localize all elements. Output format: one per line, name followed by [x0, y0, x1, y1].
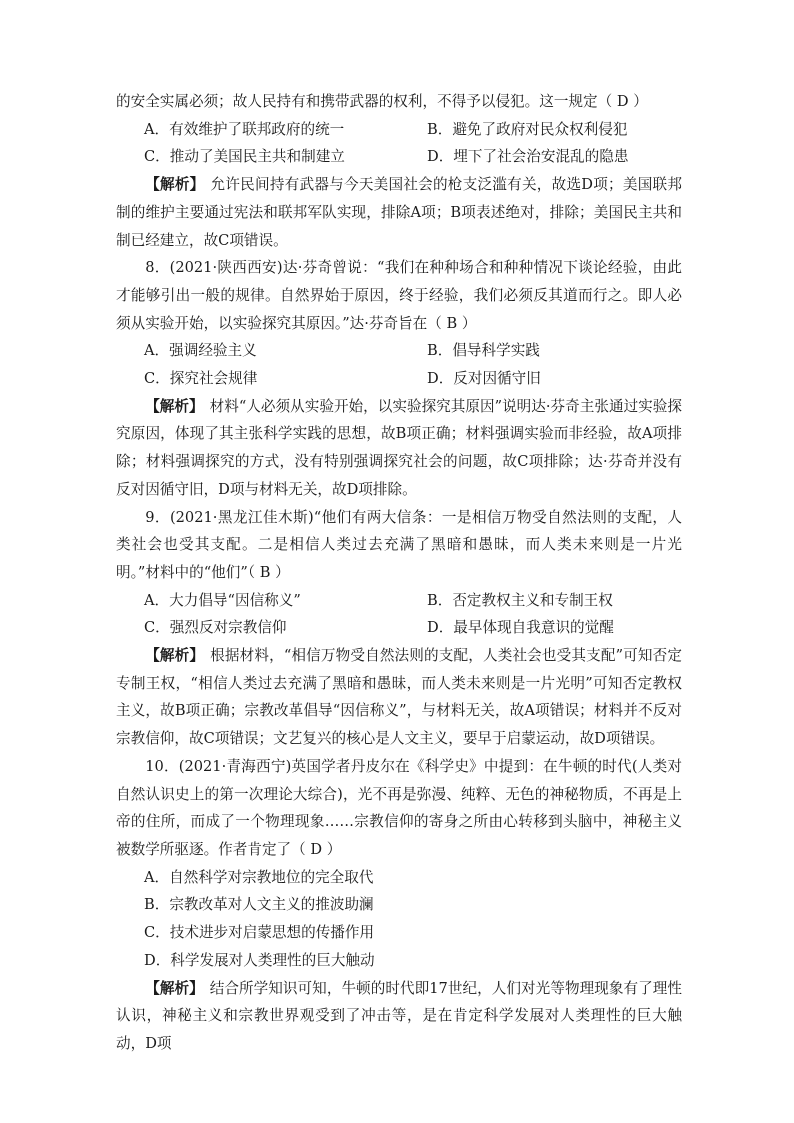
- question-7-option-d: D．埋下了社会治安混乱的隐患: [427, 148, 629, 166]
- question-7-stem-text: 的安全实属必须；故人民持有和携带武器的权利，不得予以侵犯。这一规定（: [116, 93, 613, 110]
- question-8-stem-text: 8．(2021·陕西西安)达·芬奇曾说：“我们在种种场合和种种情况下谈论经验，由此才能够引出一般的规律。自然界始于原因，终于经验，我们必须反其道而行之。即人必须从实验开始，以实验探究其原因。”达·芬奇旨在（: [116, 259, 682, 332]
- question-8-analysis-text: 材料“人必须从实验开始，以实验探究其原因”说明达·芬奇主张通过实验探究原因，体现了其主张科学实践的思想，故B项正确；材料强调实验而非经验，故A项排除；材料强调探究的方式，没有特别强调探究社会的问题，故C项排除；达·芬奇并没有反对因循守旧，D项与材料无关，故D项排除。: [116, 397, 682, 498]
- question-7-options-row-1: [116, 116, 682, 144]
- question-7-answer: D: [616, 93, 629, 110]
- question-10-stem: 10．(2021·青海西宁)英国学者丹皮尔在《科学史》中提到：在牛顿的时代(人类对自然认识史上的第一次理论大综合)，光不再是弥漫、纯粹、无色的神秘物质，不再是上帝的住所，而成了一个物理现象……宗教信仰的寄身之所由心转移到头脑中，神秘主义被数学所驱逐。作者肯定了（ D ）: [116, 757, 682, 858]
- question-9-analysis-text: 根据材料，“相信万物受自然法则的支配，人类社会也受其支配”可知否定专制王权，“相信人类过去充满了黑暗和愚昧，而人类未来则是一片光明”可知否定教权主义，故B项正确；宗教改革倡导“因信称义”，与材料无关，故A项错误；材料并不反对宗教信仰，故C项错误；文艺复兴的核心是人文主义，要早于启蒙运动，故D项错误。: [116, 647, 682, 748]
- question-8-stem: 8．(2021·陕西西安)达·芬奇曾说：“我们在种种场合和种种情况下谈论经验，由此才能够引出一般的规律。自然界始于原因，终于经验，我们必须反其道而行之。即人必须从实验开始，以实验探究其原因。”达·芬奇旨在（ B ）: [116, 259, 682, 332]
- question-9-option-c: C．强烈反对宗教信仰: [144, 619, 287, 637]
- question-9-answer: B: [259, 563, 271, 581]
- analysis-tag: 【解析】: [145, 397, 204, 415]
- question-8-answer: B: [446, 314, 458, 332]
- question-7-analysis-text: 允许民间持有武器与今天美国社会的枪支泛滥有关，故选D项；美国联邦制的维护主要通过宪法和联邦军队实现，排除A项；B项表述绝对，排除；美国民主共和制已经建立，故C项错误。: [116, 176, 682, 249]
- question-7-option-b: B．避免了政府对民众权利侵犯: [427, 120, 628, 138]
- question-9-options-row-1: [116, 587, 682, 615]
- question-9-stem-text: 9．(2021·黑龙江佳木斯)“他们有两大信条：一是相信万物受自然法则的支配，人类社会也受其支配。二是相信人类过去充满了黑暗和愚昧，而人类未来则是一片光明。”材料中的“他们”（: [116, 508, 682, 581]
- question-7-options-row-2: [116, 143, 682, 171]
- question-9-stem: 9．(2021·黑龙江佳木斯)“他们有两大信条：一是相信万物受自然法则的支配，人类社会也受其支配。二是相信人类过去充满了黑暗和愚昧，而人类未来则是一片光明。”材料中的“他们”（ B ）: [116, 508, 682, 581]
- analysis-tag: 【解析】: [145, 647, 205, 665]
- question-10-answer: D: [310, 840, 323, 858]
- question-8-options-row-1: [116, 337, 682, 365]
- question-10-option-a: A．自然科学对宗教地位的完全取代: [144, 868, 374, 886]
- question-9-analysis: [116, 642, 682, 753]
- question-9-options-row-2: [116, 614, 682, 642]
- question-9-option-d: D．最早体现自我意识的觉醒: [427, 619, 614, 637]
- document-page: [116, 88, 682, 1058]
- question-10-analysis-text: 结合所学知识可知，牛顿的时代即17世纪，人们对光等物理现象有了理性认识，神秘主义和宗教世界观受到了冲击等，是在肯定科学发展对人类理性的巨大触动，D项: [116, 979, 682, 1052]
- analysis-tag: 【解析】: [145, 979, 204, 997]
- question-10-option-b: B．宗教改革对人文主义的推波助澜: [144, 896, 374, 914]
- question-9-option-b: B．否定教权主义和专制王权: [427, 591, 613, 609]
- question-9-option-a: A．大力倡导“因信称义”: [144, 591, 301, 609]
- question-7-stem: 的安全实属必须；故人民持有和携带武器的权利，不得予以侵犯。这一规定（ D ）: [116, 93, 648, 110]
- analysis-tag: 【解析】: [145, 176, 205, 194]
- question-10-option-d: D．科学发展对人类理性的巨大触动: [144, 951, 375, 969]
- question-10-stem-text: 10．(2021·青海西宁)英国学者丹皮尔在《科学史》中提到：在牛顿的时代(人类对自然认识史上的第一次理论大综合)，光不再是弥漫、纯粹、无色的神秘物质，不再是上帝的住所，而成了一个物理现象……宗教信仰的寄身之所由心转移到头脑中，神秘主义被数学所驱逐。作者肯定了（: [116, 757, 682, 858]
- question-8-option-b: B．倡导科学实践: [427, 342, 540, 360]
- question-8-analysis: [116, 393, 682, 504]
- question-8-options-row-2: [116, 365, 682, 393]
- question-8-option-d: D．反对因循守旧: [427, 370, 541, 388]
- question-8-option-a: A．强调经验主义: [144, 342, 257, 360]
- question-10-analysis: [116, 975, 682, 1058]
- question-8-option-c: C．探究社会规律: [144, 370, 258, 388]
- question-10-option-c: C．技术进步对启蒙思想的传播作用: [144, 924, 375, 942]
- question-7-option-a: A．有效维护了联邦政府的统一: [144, 120, 345, 138]
- question-7-analysis: [116, 171, 682, 254]
- question-7-option-c: C．推动了美国民主共和制建立: [144, 148, 345, 166]
